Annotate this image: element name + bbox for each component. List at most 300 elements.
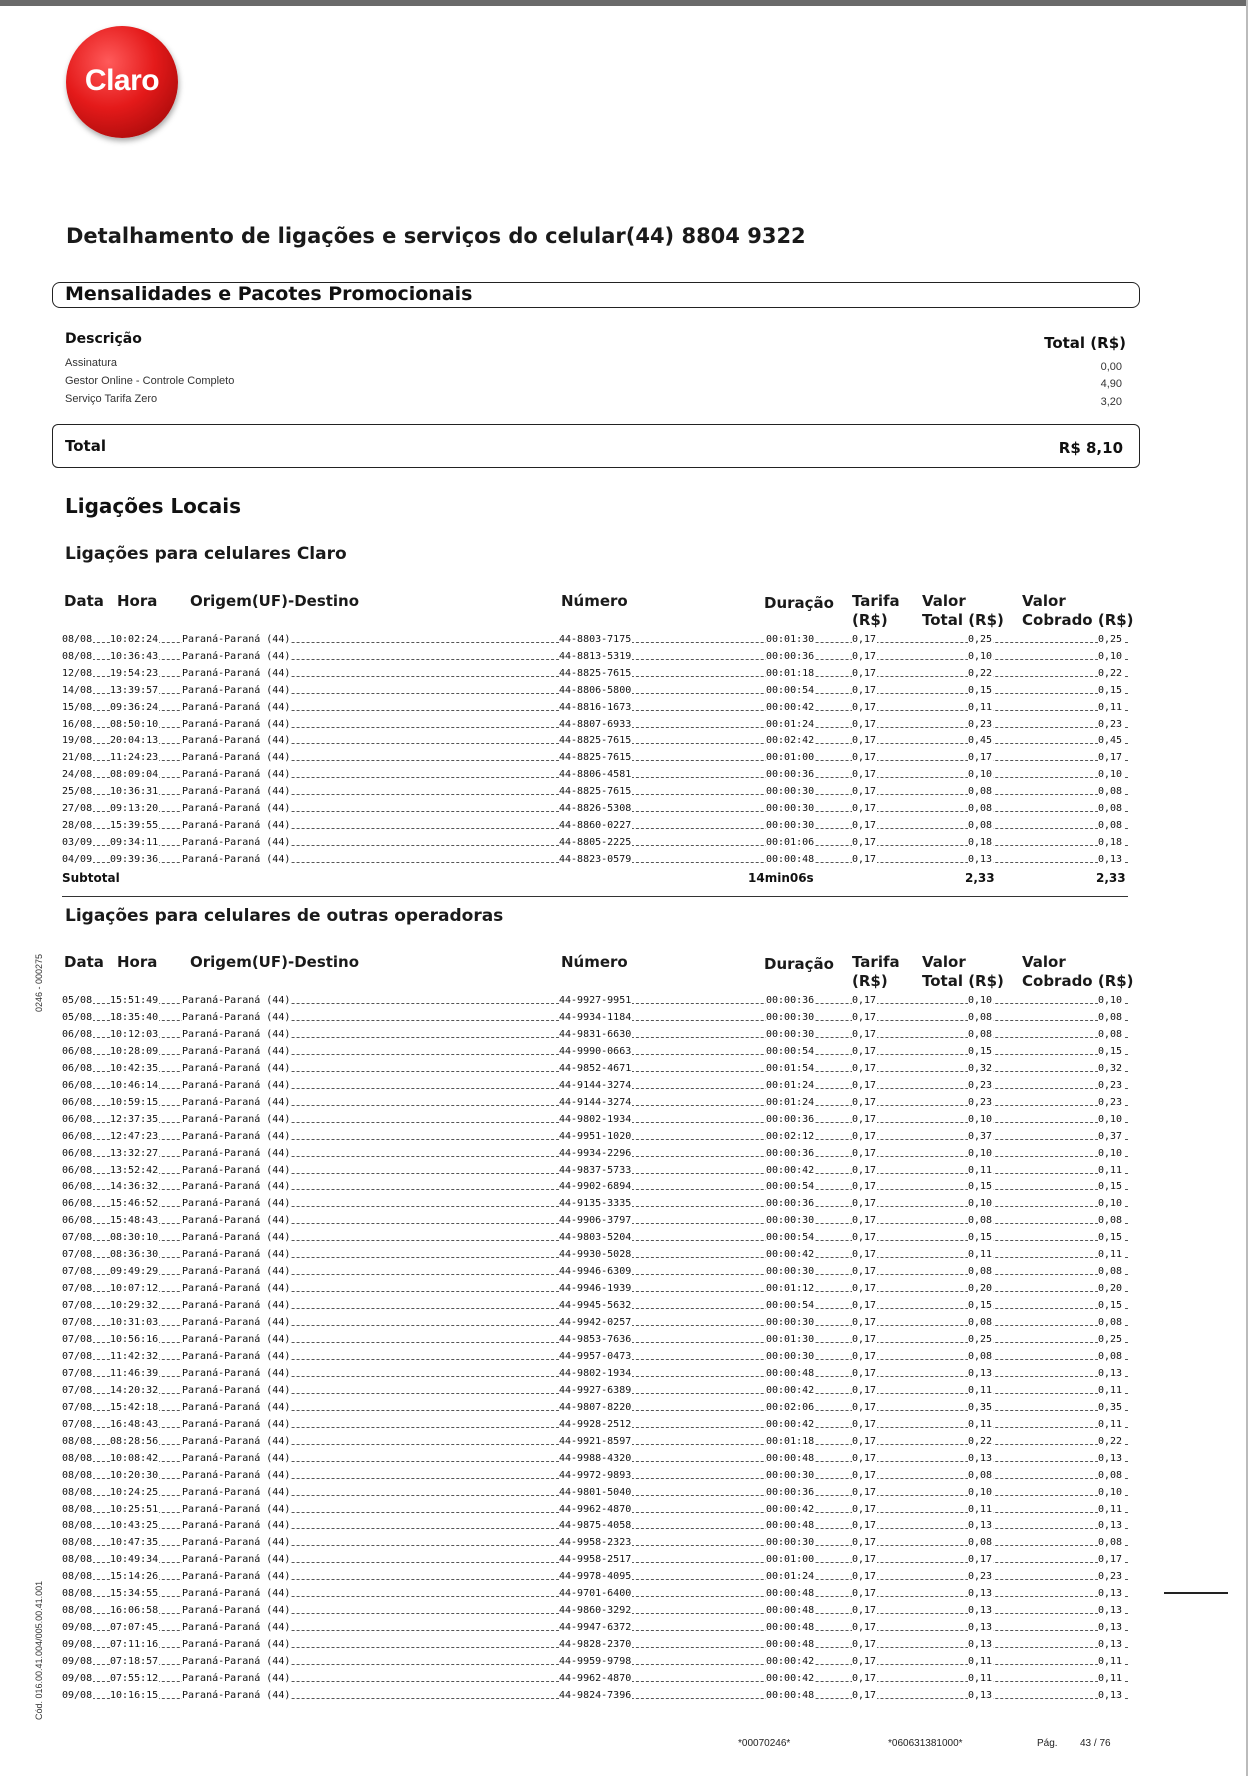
cell-data: 15/08 xyxy=(62,701,93,713)
cell-hora: 10:42:35 xyxy=(110,1062,159,1074)
cell-valor-cobrado: 0,23 xyxy=(1098,718,1123,730)
cell-valor-cobrado: 0,11 xyxy=(1098,1656,1123,1668)
table-row xyxy=(62,994,1128,1008)
cell-data: 08/08 xyxy=(62,1588,93,1600)
col-numero-header: Número xyxy=(561,592,628,610)
table-row xyxy=(62,1418,1128,1432)
cell-tarifa: 0,17 xyxy=(852,1350,877,1362)
cell-numero: 44-9945-5632 xyxy=(559,1300,632,1312)
cell-origem-destino: Paraná-Paraná (44) xyxy=(182,853,291,865)
total-label: Total xyxy=(65,437,106,455)
cell-data: 21/08 xyxy=(62,752,93,764)
outras-operadoras-heading: Ligações para celulares de outras operadoras xyxy=(65,906,504,926)
cell-origem-destino: Paraná-Paraná (44) xyxy=(182,1164,291,1176)
cell-hora: 10:02:24 xyxy=(110,634,159,645)
subtotal-valor-total: 2,33 xyxy=(965,871,995,885)
cell-numero: 44-9921-8597 xyxy=(559,1435,632,1447)
cell-origem-destino: Paraná-Paraná (44) xyxy=(182,786,291,798)
cell-numero: 44-9803-5204 xyxy=(559,1232,632,1244)
cell-valor-total: 0,10 xyxy=(968,1147,993,1159)
cell-duracao: 00:00:42 xyxy=(766,1249,815,1261)
cell-numero: 44-8860-0227 xyxy=(559,819,632,831)
cell-origem-destino: Paraná-Paraná (44) xyxy=(182,1639,291,1651)
table-row xyxy=(62,1401,1128,1415)
table-row xyxy=(62,718,1128,732)
cell-origem-destino: Paraná-Paraná (44) xyxy=(182,1283,291,1295)
cell-data: 06/08 xyxy=(62,1096,93,1108)
cell-origem-destino: Paraná-Paraná (44) xyxy=(182,735,291,747)
cell-hora: 08:28:56 xyxy=(110,1435,159,1447)
cell-numero: 44-9828-2370 xyxy=(559,1639,632,1651)
cell-duracao: 00:00:42 xyxy=(766,1673,815,1684)
cell-hora: 12:37:35 xyxy=(110,1113,159,1125)
cell-valor-total: 0,32 xyxy=(968,1062,993,1074)
table-row xyxy=(62,1452,1128,1466)
cell-hora: 07:55:12 xyxy=(110,1673,159,1684)
cell-tarifa: 0,17 xyxy=(852,1605,877,1617)
cell-origem-destino: Paraná-Paraná (44) xyxy=(182,1181,291,1193)
cell-duracao: 00:00:36 xyxy=(766,995,815,1006)
cell-duracao: 00:00:30 xyxy=(766,1350,815,1362)
cell-numero: 44-9807-8220 xyxy=(559,1401,632,1413)
cell-duracao: 00:02:06 xyxy=(766,1401,815,1413)
col-valor-total-header: Valor Total (R$) xyxy=(922,953,1004,990)
cell-data: 07/08 xyxy=(62,1384,93,1396)
cell-valor-cobrado: 0,08 xyxy=(1098,1215,1123,1227)
mensalidade-item-desc: Assinatura xyxy=(65,357,117,369)
cell-valor-total: 0,13 xyxy=(968,1689,993,1701)
table-row xyxy=(62,1062,1128,1076)
cell-duracao: 00:01:00 xyxy=(766,752,815,764)
cell-duracao: 00:00:30 xyxy=(766,786,815,798)
cell-valor-cobrado: 0,20 xyxy=(1098,1283,1123,1295)
cell-hora: 09:34:11 xyxy=(110,836,159,848)
cell-hora: 11:24:23 xyxy=(110,752,159,764)
cell-numero: 44-9875-4058 xyxy=(559,1520,632,1532)
cell-numero: 44-8826-5308 xyxy=(559,803,632,814)
table-row xyxy=(62,1587,1128,1601)
cell-duracao: 00:00:48 xyxy=(766,1367,815,1379)
cell-numero: 44-9978-4095 xyxy=(559,1571,632,1583)
cell-valor-total: 0,15 xyxy=(968,1232,993,1244)
cell-origem-destino: Paraná-Paraná (44) xyxy=(182,1300,291,1312)
cell-tarifa: 0,17 xyxy=(852,735,877,747)
cell-valor-total: 0,10 xyxy=(968,769,993,781)
table-row xyxy=(62,785,1128,799)
cell-duracao: 00:00:42 xyxy=(766,1503,815,1515)
col-valor-total-header: Valor Total (R$) xyxy=(922,592,1004,629)
cell-duracao: 00:02:12 xyxy=(766,1130,815,1142)
cell-tarifa: 0,17 xyxy=(852,718,877,730)
cell-valor-cobrado: 0,18 xyxy=(1098,836,1123,848)
cell-data: 09/08 xyxy=(62,1639,93,1651)
cell-tarifa: 0,17 xyxy=(852,1011,877,1023)
cell-duracao: 00:00:36 xyxy=(766,1113,815,1125)
table-row xyxy=(62,802,1128,816)
cell-tarifa: 0,17 xyxy=(852,1334,877,1345)
table-row xyxy=(62,1689,1128,1703)
cell-duracao: 00:00:42 xyxy=(766,701,815,713)
cell-origem-destino: Paraná-Paraná (44) xyxy=(182,1045,291,1057)
cell-valor-total: 0,37 xyxy=(968,1130,993,1142)
cell-duracao: 00:00:48 xyxy=(766,1520,815,1532)
table-row xyxy=(62,633,1128,647)
cell-tarifa: 0,17 xyxy=(852,1384,877,1396)
cell-hora: 10:24:25 xyxy=(110,1486,159,1498)
table-row xyxy=(62,1570,1128,1584)
col-hora-header: Hora xyxy=(117,953,158,971)
cell-duracao: 00:01:00 xyxy=(766,1554,815,1566)
cell-origem-destino: Paraná-Paraná (44) xyxy=(182,1079,291,1091)
cell-duracao: 00:00:30 xyxy=(766,1028,815,1040)
cell-data: 04/09 xyxy=(62,853,93,865)
cell-valor-cobrado: 0,08 xyxy=(1098,1011,1123,1023)
cell-duracao: 00:01:30 xyxy=(766,1334,815,1345)
cell-numero: 44-9144-3274 xyxy=(559,1079,632,1091)
mensalidade-item-value: 3,20 xyxy=(1100,396,1122,408)
cell-origem-destino: Paraná-Paraná (44) xyxy=(182,1689,291,1701)
cell-duracao: 00:00:30 xyxy=(766,1011,815,1023)
cell-tarifa: 0,17 xyxy=(852,1028,877,1040)
cell-duracao: 00:00:30 xyxy=(766,1317,815,1329)
cell-valor-total: 0,11 xyxy=(968,1384,993,1396)
table-row xyxy=(62,1435,1128,1449)
cell-valor-cobrado: 0,25 xyxy=(1098,634,1123,645)
table-row xyxy=(62,1130,1128,1144)
cell-tarifa: 0,17 xyxy=(852,853,877,865)
cell-valor-cobrado: 0,45 xyxy=(1098,735,1123,747)
mensalidades-heading: Mensalidades e Pacotes Promocionais xyxy=(65,283,473,305)
cell-duracao: 00:00:48 xyxy=(766,1622,815,1634)
cell-duracao: 00:00:30 xyxy=(766,803,815,814)
cell-valor-cobrado: 0,10 xyxy=(1098,995,1123,1006)
cell-valor-total: 0,15 xyxy=(968,1045,993,1057)
cell-valor-total: 0,11 xyxy=(968,1418,993,1430)
cell-data: 08/08 xyxy=(62,650,93,662)
cell-duracao: 00:00:54 xyxy=(766,1045,815,1057)
table-row xyxy=(62,701,1128,715)
cell-numero: 44-9972-9893 xyxy=(559,1469,632,1481)
cell-origem-destino: Paraná-Paraná (44) xyxy=(182,1554,291,1566)
table-row xyxy=(62,768,1128,782)
cell-valor-total: 0,13 xyxy=(968,1622,993,1634)
cell-origem-destino: Paraná-Paraná (44) xyxy=(182,1334,291,1345)
cell-numero: 44-9927-6389 xyxy=(559,1384,632,1396)
cell-numero: 44-9852-4671 xyxy=(559,1062,632,1074)
cell-hora: 20:04:13 xyxy=(110,735,159,747)
mensalidade-item-desc: Gestor Online - Controle Completo xyxy=(65,375,235,387)
cell-origem-destino: Paraná-Paraná (44) xyxy=(182,1622,291,1634)
cell-tarifa: 0,17 xyxy=(852,1571,877,1583)
cell-valor-total: 0,13 xyxy=(968,1639,993,1651)
table-row xyxy=(62,734,1128,748)
mensalidade-item-value: 4,90 xyxy=(1100,378,1122,390)
table-row xyxy=(62,1519,1128,1533)
cell-tarifa: 0,17 xyxy=(852,684,877,696)
cell-origem-destino: Paraná-Paraná (44) xyxy=(182,769,291,781)
table-row xyxy=(62,650,1128,664)
cell-origem-destino: Paraná-Paraná (44) xyxy=(182,1401,291,1413)
cell-data: 07/08 xyxy=(62,1350,93,1362)
cell-valor-total: 0,08 xyxy=(968,1537,993,1549)
cell-valor-cobrado: 0,11 xyxy=(1098,1418,1123,1430)
cell-tarifa: 0,17 xyxy=(852,1130,877,1142)
cell-data: 09/08 xyxy=(62,1622,93,1634)
cell-valor-total: 0,11 xyxy=(968,701,993,713)
cell-valor-total: 0,08 xyxy=(968,1350,993,1362)
cell-origem-destino: Paraná-Paraná (44) xyxy=(182,1656,291,1668)
cell-numero: 44-9802-1934 xyxy=(559,1113,632,1125)
table-row xyxy=(62,1350,1128,1364)
cell-valor-total: 0,25 xyxy=(968,1334,993,1345)
cell-duracao: 00:00:54 xyxy=(766,1181,815,1193)
cell-origem-destino: Paraná-Paraná (44) xyxy=(182,1418,291,1430)
cell-origem-destino: Paraná-Paraná (44) xyxy=(182,1215,291,1227)
cell-numero: 44-9801-5040 xyxy=(559,1486,632,1498)
cell-hora: 10:46:14 xyxy=(110,1079,159,1091)
footer-barcode-1: *00070246* xyxy=(738,1738,791,1749)
cell-hora: 16:48:43 xyxy=(110,1418,159,1430)
cell-duracao: 00:00:42 xyxy=(766,1418,815,1430)
cell-valor-cobrado: 0,11 xyxy=(1098,1503,1123,1515)
cell-valor-total: 0,17 xyxy=(968,752,993,764)
cell-numero: 44-9959-9798 xyxy=(559,1656,632,1668)
cell-numero: 44-9930-5028 xyxy=(559,1249,632,1261)
cell-duracao: 00:00:54 xyxy=(766,1300,815,1312)
table-row xyxy=(62,1553,1128,1567)
cell-duracao: 00:01:06 xyxy=(766,836,815,848)
cell-valor-total: 0,13 xyxy=(968,853,993,865)
cell-valor-cobrado: 0,23 xyxy=(1098,1079,1123,1091)
table-row xyxy=(62,751,1128,765)
cell-duracao: 00:00:30 xyxy=(766,1215,815,1227)
cell-origem-destino: Paraná-Paraná (44) xyxy=(182,1520,291,1532)
cell-tarifa: 0,17 xyxy=(852,1639,877,1651)
footer-barcode-2: *060631381000* xyxy=(888,1738,963,1749)
col-origem-destino-header: Origem(UF)-Destino xyxy=(190,953,360,971)
cell-origem-destino: Paraná-Paraná (44) xyxy=(182,803,291,814)
cell-hora: 14:20:32 xyxy=(110,1384,159,1396)
cell-valor-total: 0,10 xyxy=(968,1113,993,1125)
col-numero-header: Número xyxy=(561,953,628,971)
cell-numero: 44-8825-7615 xyxy=(559,735,632,747)
mensalidade-item-value: 0,00 xyxy=(1100,361,1122,373)
ligacoes-locais-heading: Ligações Locais xyxy=(65,494,242,518)
cell-tarifa: 0,17 xyxy=(852,1232,877,1244)
cell-data: 06/08 xyxy=(62,1198,93,1210)
cell-valor-cobrado: 0,32 xyxy=(1098,1062,1123,1074)
col-valor-cobrado-header: Valor Cobrado (R$) xyxy=(1022,953,1134,990)
cell-valor-total: 0,23 xyxy=(968,1079,993,1091)
cell-numero: 44-8823-0579 xyxy=(559,853,632,865)
table-row xyxy=(62,1231,1128,1245)
cell-tarifa: 0,17 xyxy=(852,667,877,679)
cell-tarifa: 0,17 xyxy=(852,1622,877,1634)
cell-tarifa: 0,17 xyxy=(852,1317,877,1329)
cell-numero: 44-9958-2517 xyxy=(559,1554,632,1566)
cell-valor-total: 0,45 xyxy=(968,735,993,747)
cell-hora: 11:46:39 xyxy=(110,1367,159,1379)
claro-logo xyxy=(66,26,178,138)
col-duracao-header: Duração xyxy=(764,594,834,612)
cell-tarifa: 0,17 xyxy=(852,1537,877,1549)
cell-numero: 44-9831-6630 xyxy=(559,1028,632,1040)
cell-hora: 08:30:10 xyxy=(110,1232,159,1244)
table-row xyxy=(62,1180,1128,1194)
cell-duracao: 00:00:48 xyxy=(766,1588,815,1600)
cell-valor-cobrado: 0,10 xyxy=(1098,1147,1123,1159)
cell-hora: 13:39:57 xyxy=(110,684,159,696)
cell-data: 07/08 xyxy=(62,1249,93,1261)
cell-numero: 44-9934-2296 xyxy=(559,1147,632,1159)
cell-valor-cobrado: 0,15 xyxy=(1098,1045,1123,1057)
cell-valor-cobrado: 0,23 xyxy=(1098,1571,1123,1583)
cell-origem-destino: Paraná-Paraná (44) xyxy=(182,1317,291,1329)
cell-origem-destino: Paraná-Paraná (44) xyxy=(182,1096,291,1108)
cell-tarifa: 0,17 xyxy=(852,1689,877,1701)
cell-hora: 16:06:58 xyxy=(110,1605,159,1617)
cell-data: 05/08 xyxy=(62,1011,93,1023)
table-row xyxy=(62,1367,1128,1381)
cell-hora: 10:20:30 xyxy=(110,1469,159,1481)
cell-data: 14/08 xyxy=(62,684,93,696)
mensalidades-total-box xyxy=(52,424,1140,468)
cell-duracao: 00:02:42 xyxy=(766,735,815,747)
cell-hora: 08:50:10 xyxy=(110,718,159,730)
cell-data: 07/08 xyxy=(62,1367,93,1379)
table-row xyxy=(62,1655,1128,1669)
cell-tarifa: 0,17 xyxy=(852,769,877,781)
cell-hora: 07:18:57 xyxy=(110,1656,159,1668)
cell-tarifa: 0,17 xyxy=(852,1401,877,1413)
cell-tarifa: 0,17 xyxy=(852,1147,877,1159)
cell-tarifa: 0,17 xyxy=(852,1469,877,1481)
cell-valor-cobrado: 0,08 xyxy=(1098,803,1123,814)
cell-data: 08/08 xyxy=(62,1452,93,1464)
total-value: R$ 8,10 xyxy=(1058,439,1123,457)
cell-duracao: 00:01:12 xyxy=(766,1283,815,1295)
cell-numero: 44-9946-6309 xyxy=(559,1266,632,1278)
cell-data: 06/08 xyxy=(62,1215,93,1227)
cell-duracao: 00:00:36 xyxy=(766,1198,815,1210)
cell-numero: 44-9988-4320 xyxy=(559,1452,632,1464)
cell-tarifa: 0,17 xyxy=(852,819,877,831)
col-hora-header: Hora xyxy=(117,592,158,610)
table-row xyxy=(62,1316,1128,1330)
cell-numero: 44-9927-9951 xyxy=(559,995,632,1006)
cell-valor-cobrado: 0,22 xyxy=(1098,1435,1123,1447)
cell-numero: 44-9860-3292 xyxy=(559,1605,632,1617)
cell-numero: 44-8813-5319 xyxy=(559,650,632,662)
cell-valor-cobrado: 0,17 xyxy=(1098,752,1123,764)
cell-valor-cobrado: 0,11 xyxy=(1098,1673,1123,1684)
cell-origem-destino: Paraná-Paraná (44) xyxy=(182,1537,291,1549)
cell-numero: 44-9934-1184 xyxy=(559,1011,632,1023)
cell-origem-destino: Paraná-Paraná (44) xyxy=(182,752,291,764)
cell-hora: 10:28:09 xyxy=(110,1045,159,1057)
table-row xyxy=(62,1248,1128,1262)
cell-duracao: 00:01:18 xyxy=(766,1435,815,1447)
table-row xyxy=(62,1147,1128,1161)
cell-data: 12/08 xyxy=(62,667,93,679)
cell-numero: 44-8807-6933 xyxy=(559,718,632,730)
cell-valor-total: 0,15 xyxy=(968,1181,993,1193)
cell-hora: 10:29:32 xyxy=(110,1300,159,1312)
table-row xyxy=(62,1197,1128,1211)
col-data-header: Data xyxy=(64,953,104,971)
cell-numero: 44-9902-6894 xyxy=(559,1181,632,1193)
cell-data: 06/08 xyxy=(62,1062,93,1074)
cell-hora: 10:31:03 xyxy=(110,1317,159,1329)
table-row xyxy=(62,836,1128,850)
cell-duracao: 00:00:30 xyxy=(766,1537,815,1549)
cell-duracao: 00:01:18 xyxy=(766,667,815,679)
cell-tarifa: 0,17 xyxy=(852,836,877,848)
cell-valor-total: 0,18 xyxy=(968,836,993,848)
cell-duracao: 00:00:48 xyxy=(766,853,815,865)
cell-valor-total: 0,10 xyxy=(968,650,993,662)
cell-data: 07/08 xyxy=(62,1283,93,1295)
cell-tarifa: 0,17 xyxy=(852,1418,877,1430)
cell-valor-cobrado: 0,08 xyxy=(1098,819,1123,831)
cell-data: 07/08 xyxy=(62,1401,93,1413)
table-row xyxy=(62,667,1128,681)
cell-valor-cobrado: 0,08 xyxy=(1098,1028,1123,1040)
cell-valor-cobrado: 0,08 xyxy=(1098,1537,1123,1549)
cell-tarifa: 0,17 xyxy=(852,1520,877,1532)
cell-tarifa: 0,17 xyxy=(852,1062,877,1074)
cell-valor-total: 0,22 xyxy=(968,667,993,679)
cell-hora: 10:47:35 xyxy=(110,1537,159,1549)
side-code-bottom: Cód. 016.00.41.004/005.00.41.001 xyxy=(34,1580,44,1720)
cell-valor-cobrado: 0,13 xyxy=(1098,1622,1123,1634)
cell-hora: 12:47:23 xyxy=(110,1130,159,1142)
footer-page-number: 43 / 76 xyxy=(1080,1738,1111,1749)
cell-hora: 07:07:45 xyxy=(110,1622,159,1634)
cell-data: 19/08 xyxy=(62,735,93,747)
cell-duracao: 00:00:30 xyxy=(766,819,815,831)
cell-origem-destino: Paraná-Paraná (44) xyxy=(182,1350,291,1362)
cell-origem-destino: Paraná-Paraná (44) xyxy=(182,718,291,730)
cell-origem-destino: Paraná-Paraná (44) xyxy=(182,1062,291,1074)
cell-tarifa: 0,17 xyxy=(852,1486,877,1498)
table-row xyxy=(62,1028,1128,1042)
subtotal-duration: 14min06s xyxy=(748,871,814,885)
cell-numero: 44-8806-5800 xyxy=(559,684,632,696)
cell-duracao: 00:01:24 xyxy=(766,1079,815,1091)
cell-hora: 15:51:49 xyxy=(110,995,159,1006)
cell-valor-total: 0,10 xyxy=(968,995,993,1006)
cell-valor-cobrado: 0,11 xyxy=(1098,1164,1123,1176)
cell-valor-cobrado: 0,11 xyxy=(1098,701,1123,713)
cell-duracao: 00:00:48 xyxy=(766,1689,815,1701)
cell-hora: 10:16:15 xyxy=(110,1689,159,1701)
cell-tarifa: 0,17 xyxy=(852,752,877,764)
table-row xyxy=(62,1486,1128,1500)
cell-valor-total: 0,20 xyxy=(968,1283,993,1295)
cell-tarifa: 0,17 xyxy=(852,1096,877,1108)
cell-valor-total: 0,13 xyxy=(968,1605,993,1617)
cell-origem-destino: Paraná-Paraná (44) xyxy=(182,995,291,1006)
cell-numero: 44-8803-7175 xyxy=(559,634,632,645)
cell-valor-total: 0,08 xyxy=(968,803,993,814)
table-row xyxy=(62,1265,1128,1279)
cell-duracao: 00:00:54 xyxy=(766,1232,815,1244)
cell-origem-destino: Paraná-Paraná (44) xyxy=(182,1130,291,1142)
logo-text: Claro xyxy=(84,64,160,97)
cell-data: 07/08 xyxy=(62,1418,93,1430)
cell-data: 08/08 xyxy=(62,1571,93,1583)
